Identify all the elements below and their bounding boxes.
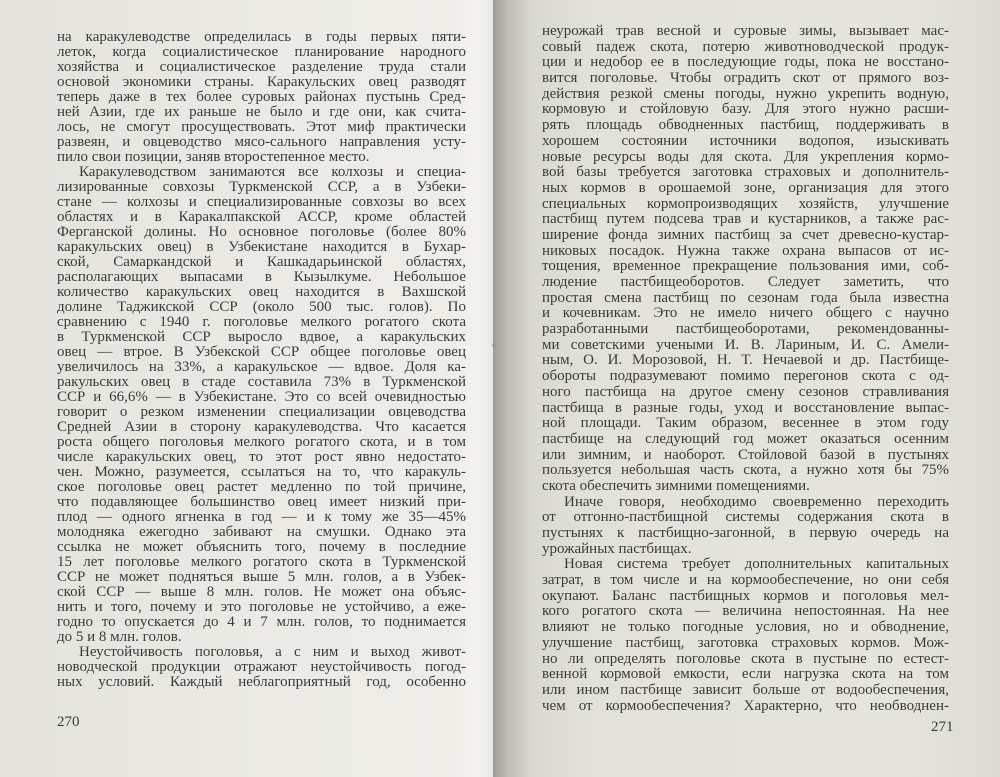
text-line: лизированные совхозы Туркменской ССР, а в Узбеки- [57,179,466,195]
text-line: сравнению с 1940 г. поголовье мелкого рогатого скота [57,314,466,330]
text-line: количество каракульских овец находится в Вахшской [57,284,466,300]
text-line: простая смена пастбищ по сезонам года была известна [542,289,949,306]
text-line: новые ресурсы воды для скота. Для укрепления кормо- [542,148,949,165]
text-line: ской, Самаркандской и Кашкадарьинской областях, [57,254,466,270]
text-line: пустынях к пастбищно-загонной, в первую очередь на [542,525,949,541]
text-line: влияют не только погодные условия, но и обводнение, [542,619,949,636]
text-line: лось, не смогут просуществовать. Этот миф практически [57,119,466,135]
text-line: совый падеж скота, потерю животноводческой продук- [542,38,949,55]
text-line: и кочевникам. Это не имело ничего общего с научно [542,305,949,322]
text-line: пило свои позиции, заняв второстепенное место. [57,149,370,165]
text-line: Каракулеводством занимаются все колхозы и специа- [79,164,466,180]
text-line: хозяйства и социалистическое разделение труда стали [57,59,466,75]
text-line: годно то опускается до 4 и 7 млн. голов, то поднимается [57,614,466,630]
text-line: ной площади. Таким образом, весеннее в этом году [542,415,949,432]
paragraph [542,24,949,495]
text-line: говорит о резком изменении специализации овцеводства [57,404,466,420]
text-line: специальных кормопроизводящих хозяйств, улучшение [542,195,949,212]
text-line: или зимним, и наоборот. Стойловой базой в пустынях [542,446,949,463]
text-line: или ином пастбище зависит больше от водообеспечения, [542,681,949,698]
text-line: новодческой продукции отражают неустойчивость погод- [57,659,466,675]
text-line: ным, О. И. Морозовой, Н. Т. Нечаевой и др. Пастбище- [542,352,949,369]
text-line: стане — колхозы и специализированные совхозы во всех [57,194,466,210]
text-line: затрат, в том числе и на кормообеспечение, но они себя [542,572,949,589]
right-page-text [542,24,949,714]
text-line: нить и того, почему и это поголовье не устойчиво, а еже- [57,599,466,615]
text-line: основой экономики страны. Каракульских овец разводят [57,74,466,90]
text-line: Неустойчивость поголовья, а с ним и выход живот- [79,644,466,660]
text-line: что подавляющее большинство овец имеет низкий при- [57,494,466,510]
text-line: ширение фонда зимних пастбищ за счет древесно-кустар- [542,226,949,243]
text-line: рять площадь обводненных пастбищ, поддерживать в [542,117,949,134]
left-page-text [57,30,466,690]
text-line: числе каракульских овец, то этот рост явно недостато- [57,449,466,465]
text-line: роста общего поголовья мелкого рогатого скота, и в том [57,434,466,450]
text-line: ции и недобор ее в последующие годы, пока не восстано- [542,54,949,71]
text-line: от отгонно-пастбищной системы содержания скота в [542,509,949,526]
text-line: вится поголовье. Чтобы оградить скот от прямого воз- [542,70,949,87]
text-line: пастбище на следующий год может оказаться осенним [542,430,949,447]
text-line: кормовую и стойловую базу. Для этого нужно расши- [542,101,949,118]
text-line: ССР не может подняться выше 5 млн. голов, а в Узбек- [57,569,466,585]
text-line: до 5 и 8 млн. голов. [57,629,182,645]
text-line: ми советскими учеными И. В. Лариным, И. С. Амели- [542,336,949,353]
page-number: 270 [57,714,80,730]
paragraph [542,495,949,558]
text-line: вой базы требуется заготовка страховых и дополнитель- [542,164,949,181]
text-line: Иначе говоря, необходимо своевременно переходить [564,493,949,510]
text-line: ней Азии, где их раньше не было и где они, как счита- [57,104,466,120]
text-line: теперь даже в тех более суровых районах пустынь Сред- [57,89,466,105]
text-line: овец — втрое. В Узбекской ССР общее поголовье овец [57,344,466,360]
text-line: действия резкой смены погоды, нужно укрепить водную, [542,85,949,102]
text-line: плод — одного ягненка в год — и к тому же 35—45% [57,509,466,525]
text-line: чем от кормообеспечения? Характерно, что необводнен- [542,697,949,714]
text-line: скота обеспечить зимними помещениями. [542,477,810,494]
text-line: ССР и 66,6% — в Узбекистане. Это со всей очевидностью [57,389,466,405]
text-line: ного пастбища на другое смену сезонов стравливания [542,383,949,400]
text-line: ской ССР — выше 8 млн. голов. Не может она объяс- [57,584,466,600]
text-line: молодняка ежегодно забивают на смушки. Однако эта [57,524,466,540]
text-line: пастбищ путем подсева трав и кустарников, а также рас- [542,211,949,228]
paragraph [542,557,949,714]
text-line: ракульских овец в стаде составила 73% в Туркменской [57,374,466,390]
text-line: урожайных пастбищах. [542,540,692,557]
right-page [490,0,1000,777]
text-line: хорошем состоянии источники водопоя, изыскивать [542,132,949,149]
text-line: венной кормовой емкости, если нагрузка скота на том [542,666,949,683]
text-line: никовых посадок. Нужна также охрана выпасов от ис- [542,242,949,259]
text-line: пастбища в разные годы, уход и восстановление выпас- [542,399,949,416]
text-line: в Туркменской ССР выросло вдвое, а каракульских [57,329,466,345]
paragraph [57,645,466,690]
text-line: Ферганской долины. Но основное поголовье (более 80% [57,224,466,240]
paragraph [57,165,466,645]
text-line: неурожай трав весной и суровые зимы, вызывает мас- [542,23,949,39]
text-line: областях и в Каракалпакской АССР, кроме областей [57,209,466,225]
text-line: пользуется небольшая часть скота, а нужно хотя бы 75% [542,462,949,479]
text-line: развеян, и овцеводство мясо-сального направления усту- [57,134,466,150]
text-line: улучшение пастбищ, заготовка страховых кормов. Мож- [542,634,949,651]
text-line: окупают. Баланс пастбищных кормов и поголовья мел- [542,587,949,604]
text-line: ссылка не может объяснить того, почему в последние [57,539,466,555]
text-line: Новая система требует дополнительных капитальных [564,556,949,573]
text-line: ское поголовье овец растет медленно по той причине, [57,479,466,495]
gutter-mark: ǝ [490,343,500,347]
text-line: кого рогатого скота — величина непостоянная. На нее [542,603,949,620]
text-line: людение пастбищеоборотов. Следует заметить, что [542,274,949,290]
text-line: 15 лет поголовье мелкого рогатого скота в Туркменской [57,554,466,570]
text-line: разработанными пастбищеоборотами, рекомендованны- [542,321,949,338]
text-line: увеличилось на 33%, а каракульское — вдвое. Доля ка- [57,359,466,375]
page-number: 271 [931,719,954,735]
text-line: долине Таджикской ССР (около 500 тыс. голов). По [57,299,466,315]
text-line: на каракулеводстве определилась в годы первых пяти- [57,29,466,45]
text-line: ных кормов в орошаемой зоне, организация для этого [542,179,949,196]
text-line: располагающих выпасами в Кызылкуме. Небольшое [57,269,466,285]
text-line: но ли определять поголовье скота в пустыне по естест- [542,650,949,667]
text-line: тощения, временное прекращение пользования ими, соб- [542,258,949,275]
text-line: леток, когда социалистическое планирование народного [57,44,466,60]
paragraph [57,30,466,165]
text-line: каракульских овец) в Узбекистане находится в Бухар- [57,239,466,255]
text-line: ных условий. Каждый неблагоприятный год, особенно [57,674,466,690]
left-page [0,0,493,777]
text-line: чен. Можно, разумеется, ссылаться на то, что каракуль- [57,464,466,480]
text-line: обороты подразумевают помимо перегонов скота с од- [542,368,949,385]
text-line: Средней Азии в сторону каракулеводства. Что касается [57,419,466,435]
